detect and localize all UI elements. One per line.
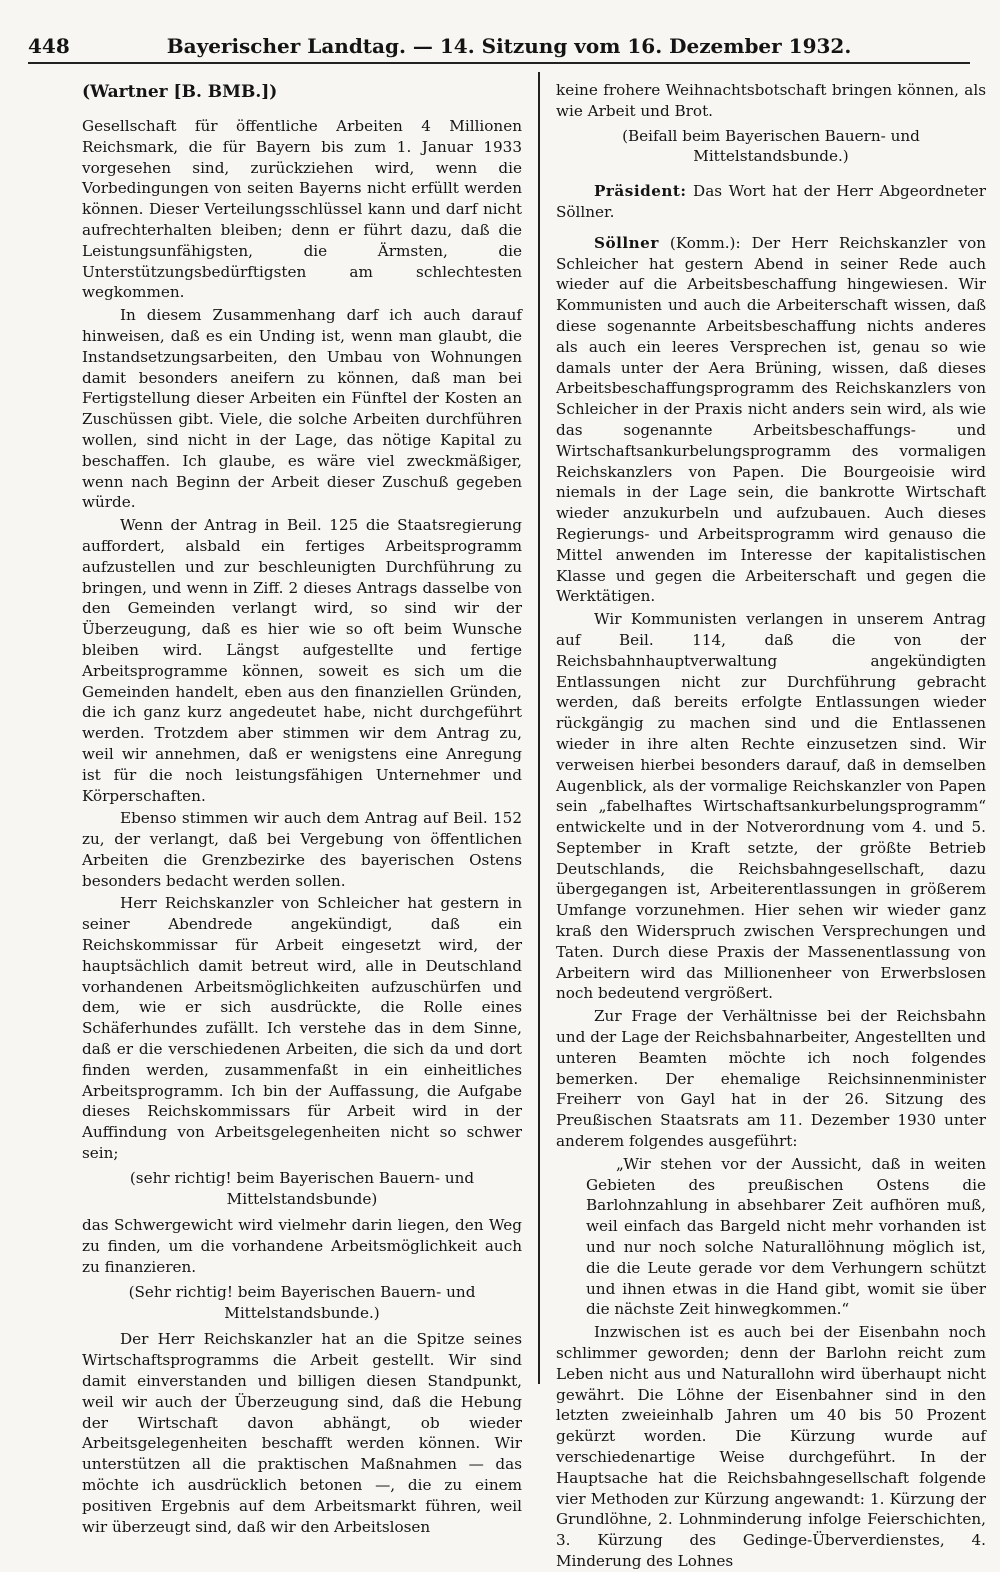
paragraph: keine frohere Weihnachtsbotschaft bringen können, als wie Arbeit und Brot.	[556, 81, 986, 120]
quotation: „Wir stehen vor der Aussicht, daß in weiten Gebieten des preußischen Ostens die Barlohnzahlung in absehbarer Zeit aufhören muß, weil einfach das Bargeld nicht mehr vorhanden ist und nur noch solche Naturallöhnung möglich ist, die die Leute gerade vor dem Verhungern schützt und ihnen etwas in die Hand gibt, womit sie über die nächste Zeit hinwegkommen.“	[586, 1154, 986, 1319]
paragraph: Wir Kommunisten verlangen in unserem Antrag auf Beil. 114, daß die von der Reichsbahnhauptverwaltung angekündigten Entlassungen nicht zur Durchführung gebracht werden, daß bereits erfolgte Entlassungen wieder rückgängig zu machen sind und die Entlassenen wieder in ihre alten Rechte einzusetzen sind. Wir verweisen hierbei besonders darauf, daß in demselben Augenblick, als der vormalige Reichskanzler von Papen sein „fabelhaftes Wirtschaftsankurbelungsprogramm“ entwickelte und in der Notverordnung vom 4. und 5. September in Kraft setzte, der größte Betrieb Deutschlands, die Reichsbahngesellschaft, dazu übergegangen ist, Arbeiterentlassungen in größerem Umfange vorzunehmen. Hier sehen wir wieder ganz kraß den Widerspruch zwischen Versprechungen und Taten. Durch diese Praxis der Massenentlassung von Arbeitern wird das Millionenheer von Erwerbslosen noch bedeutend vergrößert.	[556, 610, 986, 1003]
paragraph: Gesellschaft für öffentliche Arbeiten 4 Millionen Reichsmark, die für Bayern bis zum 1. Januar 1933 vorgesehen sind, zurückziehen wird, wenn die Vorbedingungen von seiten Bayerns nicht erfüllt werden können. Dieser Verteilungsschlüssel kann und darf nicht aufrechterhalten bleiben; denn er führt dazu, daß die Leistungsunfähigsten, die Ärmsten, die Unterstützungsbedürftigsten am schlechtesten wegkommen.	[82, 117, 522, 302]
speech-opening	[556, 233, 986, 607]
column-divider	[538, 72, 540, 1384]
paragraph: Ebenso stimmen wir auch dem Antrag auf Beil. 152 zu, der verlangt, daß bei Vergebung von öffentlichen Arbeiten die Grenzbezirke des bayerischen Ostens besonders bedacht werden sollen.	[82, 809, 522, 890]
paragraph: Inzwischen ist es auch bei der Eisenbahn noch schlimmer geworden; denn der Barlohn reicht zum Leben nicht aus und Naturallohn wird überhaupt nicht gewährt. Die Löhne der Eisenbahner sind in den letzten zweieinhalb Jahren um 40 bis 50 Prozent gekürzt worden. Die Kürzung wurde auf verschiedenartige Weise durchgeführt. In der Hauptsache hat die Reichsbahngesellschaft folgende vier Methoden zur Kürzung angewandt: 1. Kürzung der Grundlöhne, 2. Lohnminderung infolge Feierschichten, 3. Kürzung des Gedinge-Überverdienstes, 4. Minderung des Lohnes	[556, 1323, 986, 1570]
speaker-name: Söllner	[594, 233, 659, 252]
interjection: (Sehr richtig! beim Bayerischen Bauern- und Mittelstandsbunde.)	[128, 1282, 476, 1322]
page-number: 448	[28, 34, 70, 58]
left-column	[82, 80, 522, 1536]
paragraph: Der Herr Reichskanzler hat an die Spitze seines Wirtschaftsprogramms die Arbeit gestellt. Wir sind damit einverstanden und billigen diesen Standpunkt, weil wir auch der Überzeugung sind, daß die Hebung der Wirtschaft davon abhängt, ob wieder Arbeitsgelegenheiten beschafft werden können. Wir unterstützen all die praktischen Maßnahmen — das möchte ich ausdrücklich betonen —, die zu einem positiven Ergebnis auf dem Arbeitsmarkt führen, weil wir überzeugt sind, daß wir den Arbeitslosen	[82, 1330, 522, 1536]
paragraph: das Schwergewicht wird vielmehr darin liegen, den Weg zu finden, um die vorhandene Arbeitsmöglichkeit auch zu finanzieren.	[82, 1216, 522, 1277]
statement-text: Das Wort hat der Herr Abgeordneter Söllner.	[556, 182, 987, 221]
paragraph: Wenn der Antrag in Beil. 125 die Staatsregierung auffordert, alsbald ein fertiges Arbeitsprogramm aufzustellen und zur beschleunigten Durchführung zu bringen, und wenn in Ziff. 2 dieses Antrags dasselbe von den Gemeinden verlangt wird, so sind wir der Überzeugung, daß es hier wie so oft beim Wunsche bleiben wird. Längst aufgestellte und fertige Arbeitsprogramme können, soweit es sich um die Gemeinden handelt, eben aus den finanziellen Gründen, die ich ganz kurz angedeutet habe, nicht durchgeführt werden. Trotzdem aber stimmen wir dem Antrag zu, weil wir annehmen, daß er wenigstens eine Anregung ist für die noch leistungsfähigen Unternehmer und Körperschaften.	[82, 516, 522, 805]
running-title: Bayerischer Landtag. — 14. Sitzung vom 16. Dezember 1932.	[166, 34, 852, 58]
paragraph: Herr Reichskanzler von Schleicher hat gestern in seiner Abendrede angekündigt, daß ein Reichskommissar für Arbeit eingesetzt wird, der hauptsächlich damit betreut wird, alle in Deutschland vorhandenen Arbeitsmöglichkeiten aufzuschürfen und dem, wie er sich ausdrückte, die Rolle eines Schäferhundes zufällt. Ich verstehe das in dem Sinne, daß er die verschiedenen Arbeiten, die sich da und dort finden werden, zusammenfaßt in ein einheitliches Arbeitsprogramm. Ich bin der Auffassung, die Aufgabe dieses Reichskommissars für Arbeit wird in der Auffindung von Arbeitsgelegenheiten nicht so schwer sein;	[82, 894, 522, 1163]
speaker-name: Präsident:	[594, 182, 687, 201]
paragraph: Zur Frage der Verhältnisse bei der Reichsbahn und der Lage der Reichsbahnarbeiter, Angestellten und unteren Beamten möchte ich noch folgendes bemerken. Der ehemalige Reichsinnenminister Freiherr von Gayl hat in der 26. Sitzung des Preußischen Staatsrats am 11. Dezember 1930 unter anderem folgendes ausgeführt:	[556, 1007, 986, 1151]
president-statement	[556, 181, 986, 223]
interjection: (sehr richtig! beim Bayerischen Bauern- und Mittelstandsbunde)	[129, 1168, 475, 1208]
page-header	[28, 30, 970, 64]
statement-text: Der Herr Reichskanzler von Schleicher hat gestern Abend in seiner Rede auch wieder auf die Arbeitsbeschaffung hingewiesen. Wir Kommunisten und auch die Arbeiterschaft wissen, daß diese sogenannte Arbeitsbeschaffung nichts anderes als auch ein leeres Versprechen ist, genau so wie damals unter der Aera Brüning, wissen, daß dieses Arbeitsbeschaffungsprogramm des Reichskanzlers von Schleicher in der Praxis nicht anders sein wird, als wie das sogenannte Arbeitsbeschaffungs- und Wirtschaftsankurbelungsprogramm des vormaligen Reichskanzlers von Papen. Die Bourgeoisie wird niemals in der Lage sein, die bankrotte Wirtschaft wieder anzukurbeln und aufzubauen. Auch dieses Regierungs- und Arbeitsprogramm wird genauso die Mittel anwenden im Interesse der kapitalistischen Klasse und gegen die Arbeiterschaft und gegen die Werktätigen.	[556, 233, 987, 606]
paragraph: In diesem Zusammenhang darf ich auch darauf hinweisen, daß es ein Unding ist, wenn man glaubt, die Instandsetzungsarbeiten, den Umbau von Wohnungen damit besonders aneifern zu können, daß man bei Fertigstellung dieser Arbeiten ein Fünftel der Kosten an Zuschüssen gibt. Viele, die solche Arbeiten durchführen wollen, sind nicht in der Lage, das nötige Kapital zu beschaffen. Ich glaube, es wäre viel zweckmäßiger, wenn nach Beginn der Arbeit dieser Zuschuß gegeben würde.	[82, 306, 522, 512]
right-column	[556, 80, 987, 1570]
speaker-party: (Komm.):	[669, 233, 741, 252]
interjection: (Beifall beim Bayerischen Bauern- und Mittelstandsbunde.)	[622, 126, 920, 166]
speaker-heading: (Wartner [B. BMB.])	[82, 82, 278, 102]
